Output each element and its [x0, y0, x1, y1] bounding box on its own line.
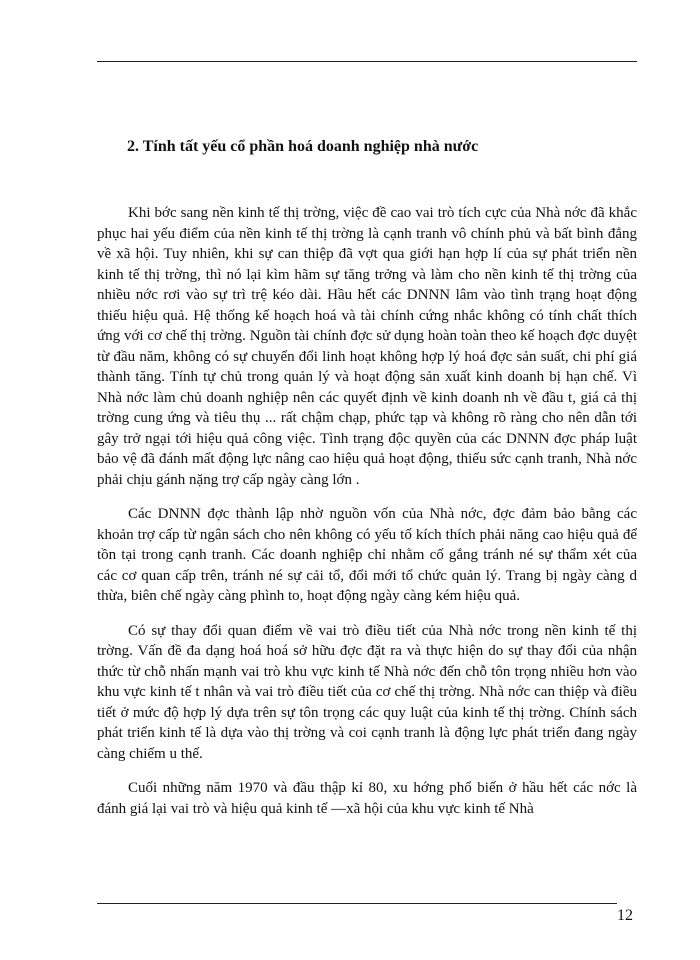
paragraph-2: Các DNNN đợc thành lập nhờ nguồn vốn của Nhà nớc, đợc đảm bảo bằng các khoản trợ cấp từ ngân sách cho nên không có yếu tố kích thích phải năng cao hiệu quả để tồn tại trong cạnh tranh. Các doanh nghiệp chỉ nhằm cố gắng tránh né sự thẩm xét của các cơ quan cấp trên, tránh né sự cải tổ, đổi mới tổ chức quản lý. Trang bị ngày càng d thừa, biên chế ngày càng phình to, hoạt động ngày càng kém hiệu quả. [97, 506, 637, 604]
page-number: 12 [617, 907, 633, 924]
document-body [97, 203, 637, 819]
footer-rule [97, 903, 617, 904]
header-rule [97, 61, 637, 62]
paragraph-1: Khi bớc sang nền kinh tế thị trờng, việc đề cao vai trò tích cực của Nhà nớc đã khắc phục hai yếu điểm của nền kinh tế thị trờng là cạnh tranh vô chính phủ và bất bình đẳng về xã hội. Tuy nhiên, khi sự can thiệp đã vợt qua giới hạn hợp lí của sự phát triển nền kinh tế thị trờng, thì nó lại kìm hãm sự tăng trởng và làm cho nền kinh tế thị trờng của nhiều nớc rơi vào sự trì trệ kéo dài. Hầu hết các DNNN lâm vào tình trạng hoạt động thiếu hiệu quả. Hệ thống kế hoạch hoá và tài chính cứng nhắc không có tính chất thích ứng với cơ chế thị trờng. Nguồn tài chính đợc sử dụng hoàn toàn theo kế hoạch đợc duyệt từ đầu năm, không có sự chuyển đổi linh hoạt không hợp lý hoá đợc sản suất, chi phí giá thành tăng. Tính tự chủ trong quản lý và hoạt động sản xuất kinh doanh bị hạn chế. Vì Nhà nớc làm chủ doanh nghiệp nên các quyết định về kinh doanh nh về đầu t, giá cả thị trờng cung ứng và tiêu thụ ... rất chậm chạp, phức tạp và không rõ ràng cho nên dẫn tới gây trở ngại tới hiệu quả công việc. Tình trạng độc quyền của các DNNN đợc pháp luật bảo vệ đã đánh mất động lực nâng cao hiệu quả hoạt động, thiếu sức cạnh tranh, Nhà nớc phải chịu gánh nặng trợ cấp ngày càng lớn . [97, 205, 637, 488]
section-heading: 2. Tính tất yếu cổ phần hoá doanh nghiệp nhà nước [127, 138, 479, 155]
paragraph-3: Có sự thay đổi quan điểm về vai trò điều tiết của Nhà nớc trong nền kinh tế thị trờng. Vấn đề đa dạng hoá hoá sở hữu đợc đặt ra và thực hiện do sự thay đổi của nhận thức từ chỗ nhấn mạnh vai trò khu vực kinh tế Nhà nớc đến chỗ tôn trọng nhiều hơn vào khu vực kinh tế t nhân và vai trò điều tiết của cơ chế thị trờng. Nhà nớc can thiệp và điều tiết ở mức độ hợp lý dựa trên sự tôn trọng các quy luật của kinh tế thị trờng. Chính sách phát triển kinh tế là dựa vào thị trờng và coi cạnh tranh là động lực phát triển đang ngày càng chiếm u thế. [97, 622, 637, 762]
paragraph-4: Cuối những năm 1970 và đầu thập kỉ 80, xu hớng phổ biến ở hầu hết các nớc là đánh giá lại vai trò và hiệu quả kinh tế —xã hội của khu vực kinh tế Nhà [97, 780, 637, 817]
